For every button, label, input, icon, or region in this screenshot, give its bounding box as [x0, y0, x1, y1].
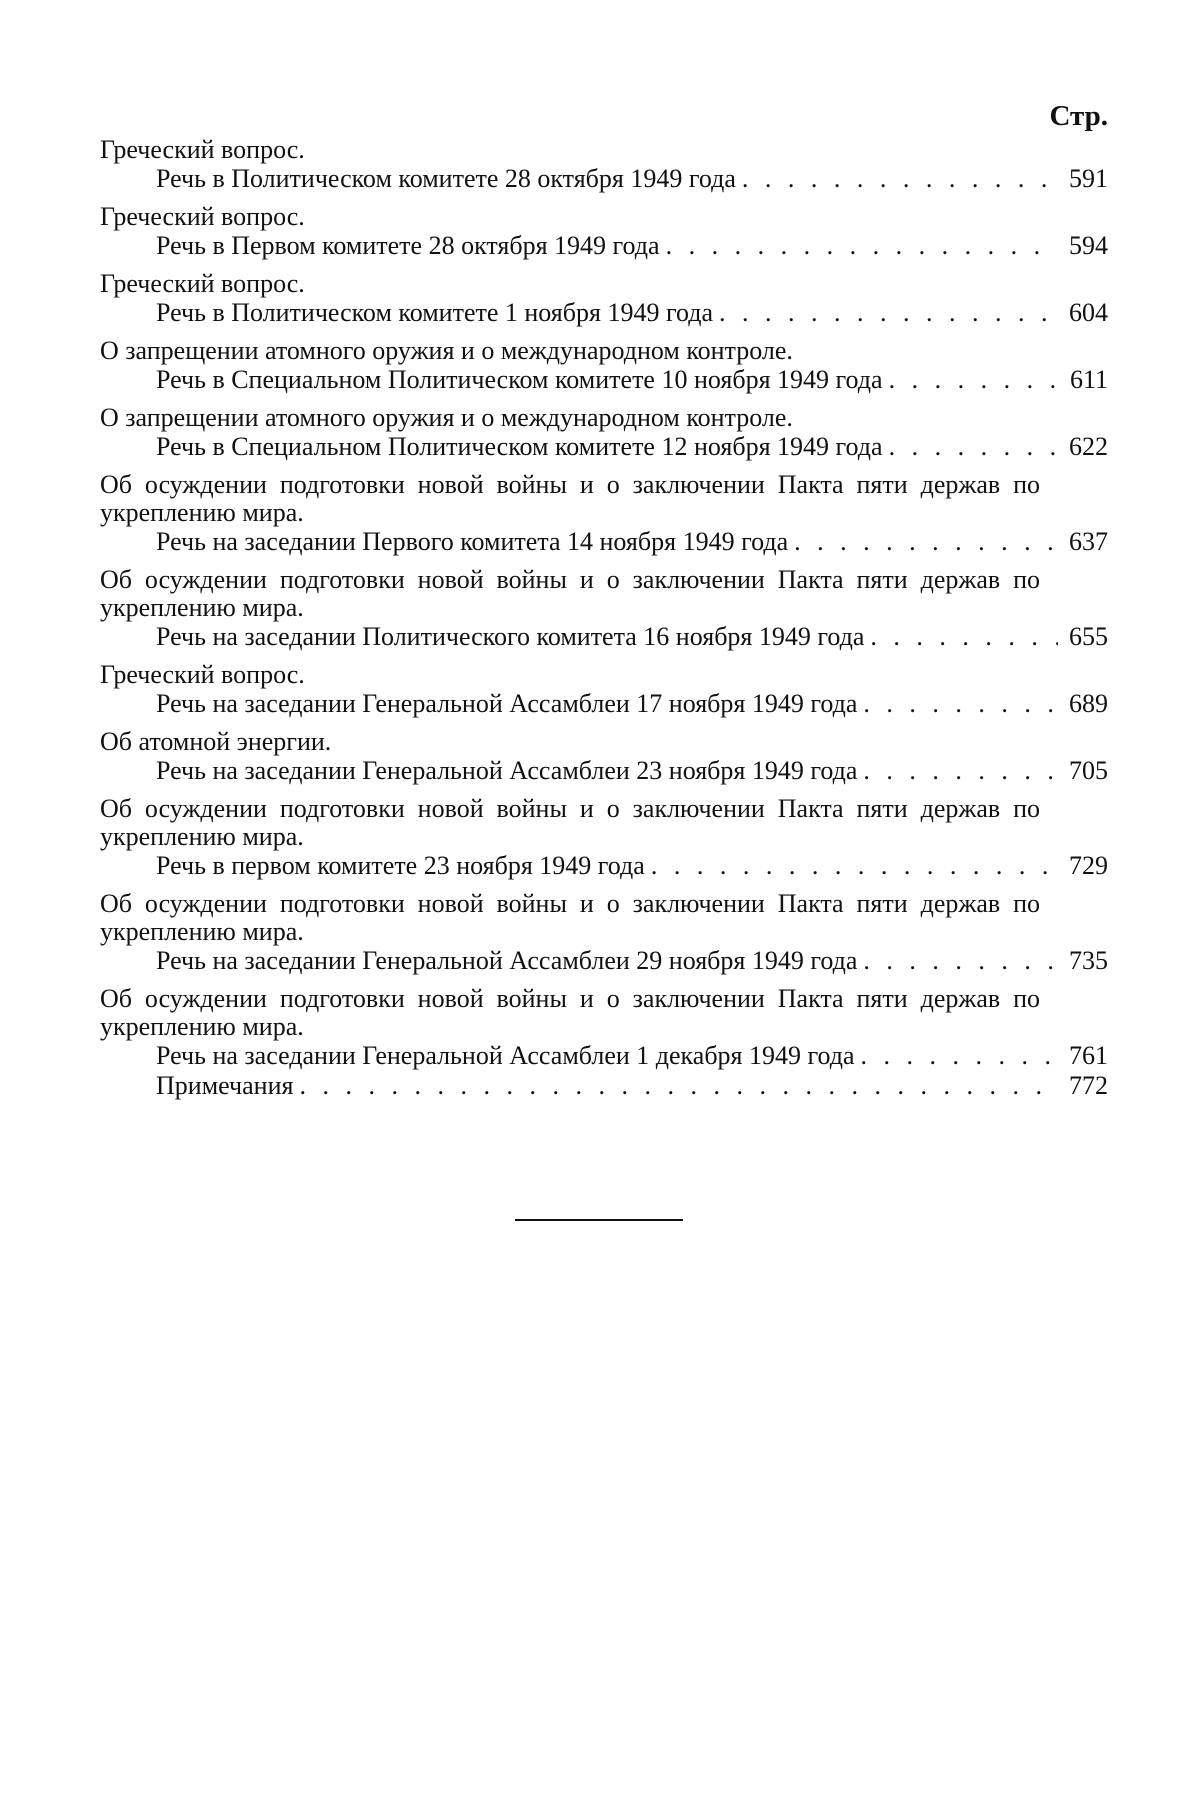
dot-leader: [299, 1071, 1058, 1101]
toc-entry-speech-line: [100, 756, 1108, 786]
toc-notes-page-number: 772: [1069, 1071, 1108, 1100]
dot-leader: [794, 527, 1058, 557]
toc-notes-line: [100, 1071, 1108, 1101]
page-column-header: Стр.: [1049, 100, 1108, 132]
toc-entry-topic: Греческий вопрос.: [100, 202, 305, 231]
toc-entry-speech-line: [100, 231, 1108, 261]
dot-leader: [742, 164, 1058, 194]
toc-entry-page-number: 761: [1069, 1041, 1108, 1070]
table-of-contents: [100, 98, 1108, 1101]
toc-entry-speech-line: [100, 946, 1108, 976]
toc-entry: [100, 404, 1108, 462]
toc-entry-speech-line: [100, 622, 1108, 652]
toc-entry-topic: Об осуждении подготовки новой войны и о заключении Пакта пяти держав по укреплению мира.: [100, 889, 1040, 946]
toc-entry-speech: Речь в Политическом комитете 28 октября 1949 года: [156, 164, 736, 193]
toc-entry: [100, 270, 1108, 328]
toc-entry-speech-line: [100, 298, 1108, 328]
toc-entry: [100, 337, 1108, 395]
toc-entry: [100, 890, 1108, 976]
dot-leader: [863, 689, 1058, 719]
dot-leader: [863, 756, 1058, 786]
toc-entry: [100, 566, 1108, 652]
toc-entry-topic: Об осуждении подготовки новой войны и о заключении Пакта пяти держав по укреплению мира.: [100, 794, 1040, 851]
toc-entry-topic: Об атомной энергии.: [100, 727, 332, 756]
toc-entry-speech: Речь на заседании Политического комитета 16 ноября 1949 года: [156, 622, 865, 651]
toc-entry-page-number: 591: [1069, 164, 1108, 193]
toc-entry-page-number: 604: [1069, 298, 1108, 327]
toc-entry-page-number: 637: [1069, 527, 1108, 556]
toc-entry-speech-line: [100, 527, 1108, 557]
toc-entry: [100, 136, 1108, 194]
dot-leader: [889, 432, 1058, 462]
toc-entry-speech: Речь на заседании Генеральной Ассамблеи 29 ноября 1949 года: [156, 946, 858, 975]
toc-entry-speech: Речь в Специальном Политическом комитете 10 ноября 1949 года: [156, 365, 883, 394]
toc-entry-speech-line: [100, 851, 1108, 881]
dot-leader: [870, 622, 1058, 652]
toc-entry-topic: Об осуждении подготовки новой войны и о заключении Пакта пяти держав по укреплению мира.: [100, 984, 1040, 1041]
toc-entry-speech: Речь на заседании Генеральной Ассамблеи 1 декабря 1949 года: [156, 1041, 855, 1070]
toc-entry: [100, 471, 1108, 557]
toc-entry: [100, 985, 1108, 1071]
toc-entry-topic: Греческий вопрос.: [100, 135, 305, 164]
toc-entry-page-number: 655: [1069, 622, 1108, 651]
dot-leader: [863, 946, 1058, 976]
toc-entry-page-number: 689: [1069, 689, 1108, 718]
toc-entry-page-number: 735: [1069, 946, 1108, 975]
toc-entry: [100, 203, 1108, 261]
toc-entry-page-number: 622: [1069, 432, 1108, 461]
toc-entry-speech-line: [100, 432, 1108, 462]
toc-entry-topic: Об осуждении подготовки новой войны и о заключении Пакта пяти держав по укреплению мира.: [100, 565, 1040, 622]
dot-leader: [889, 365, 1058, 395]
toc-entry-speech: Речь в Политическом комитете 1 ноября 1949 года: [156, 298, 713, 327]
toc-entry-speech-line: [100, 1041, 1108, 1071]
toc-entry-topic: Об осуждении подготовки новой войны и о заключении Пакта пяти держав по укреплению мира.: [100, 470, 1040, 527]
toc-entry-page-number: 705: [1069, 756, 1108, 785]
toc-entry-speech-line: [100, 365, 1108, 395]
dot-leader: [861, 1041, 1058, 1071]
toc-notes-label: Примечания: [156, 1071, 294, 1100]
toc-entry-topic: О запрещении атомного оружия и о международном контроле.: [100, 403, 793, 432]
toc-entry-speech: Речь в первом комитете 23 ноября 1949 года: [156, 851, 645, 880]
toc-entry: [100, 795, 1108, 881]
toc-entry-speech-line: [100, 164, 1108, 194]
toc-entry-topic: О запрещении атомного оружия и о международном контроле.: [100, 336, 793, 365]
dot-leader: [651, 851, 1058, 881]
toc-entry-speech: Речь на заседании Генеральной Ассамблеи 23 ноября 1949 года: [156, 756, 858, 785]
toc-entry-speech: Речь на заседании Генеральной Ассамблеи 17 ноября 1949 года: [156, 689, 858, 718]
toc-entry-speech-line: [100, 689, 1108, 719]
toc-entry-page-number: 729: [1069, 851, 1108, 880]
toc-entry: [100, 661, 1108, 719]
toc-entry-topic: Греческий вопрос.: [100, 660, 305, 689]
toc-entry-page-number: 611: [1069, 365, 1108, 394]
toc-entry-speech: Речь в Специальном Политическом комитете 12 ноября 1949 года: [156, 432, 883, 461]
toc-entry-speech: Речь в Первом комитете 28 октября 1949 года: [156, 231, 660, 260]
toc-entry-topic: Греческий вопрос.: [100, 269, 305, 298]
dot-leader: [719, 298, 1058, 328]
toc-entry-speech: Речь на заседании Первого комитета 14 ноября 1949 года: [156, 527, 789, 556]
dot-leader: [666, 231, 1058, 261]
toc-entry-page-number: 594: [1069, 231, 1108, 260]
toc-entry: [100, 728, 1108, 786]
end-rule-divider: [515, 1219, 683, 1221]
